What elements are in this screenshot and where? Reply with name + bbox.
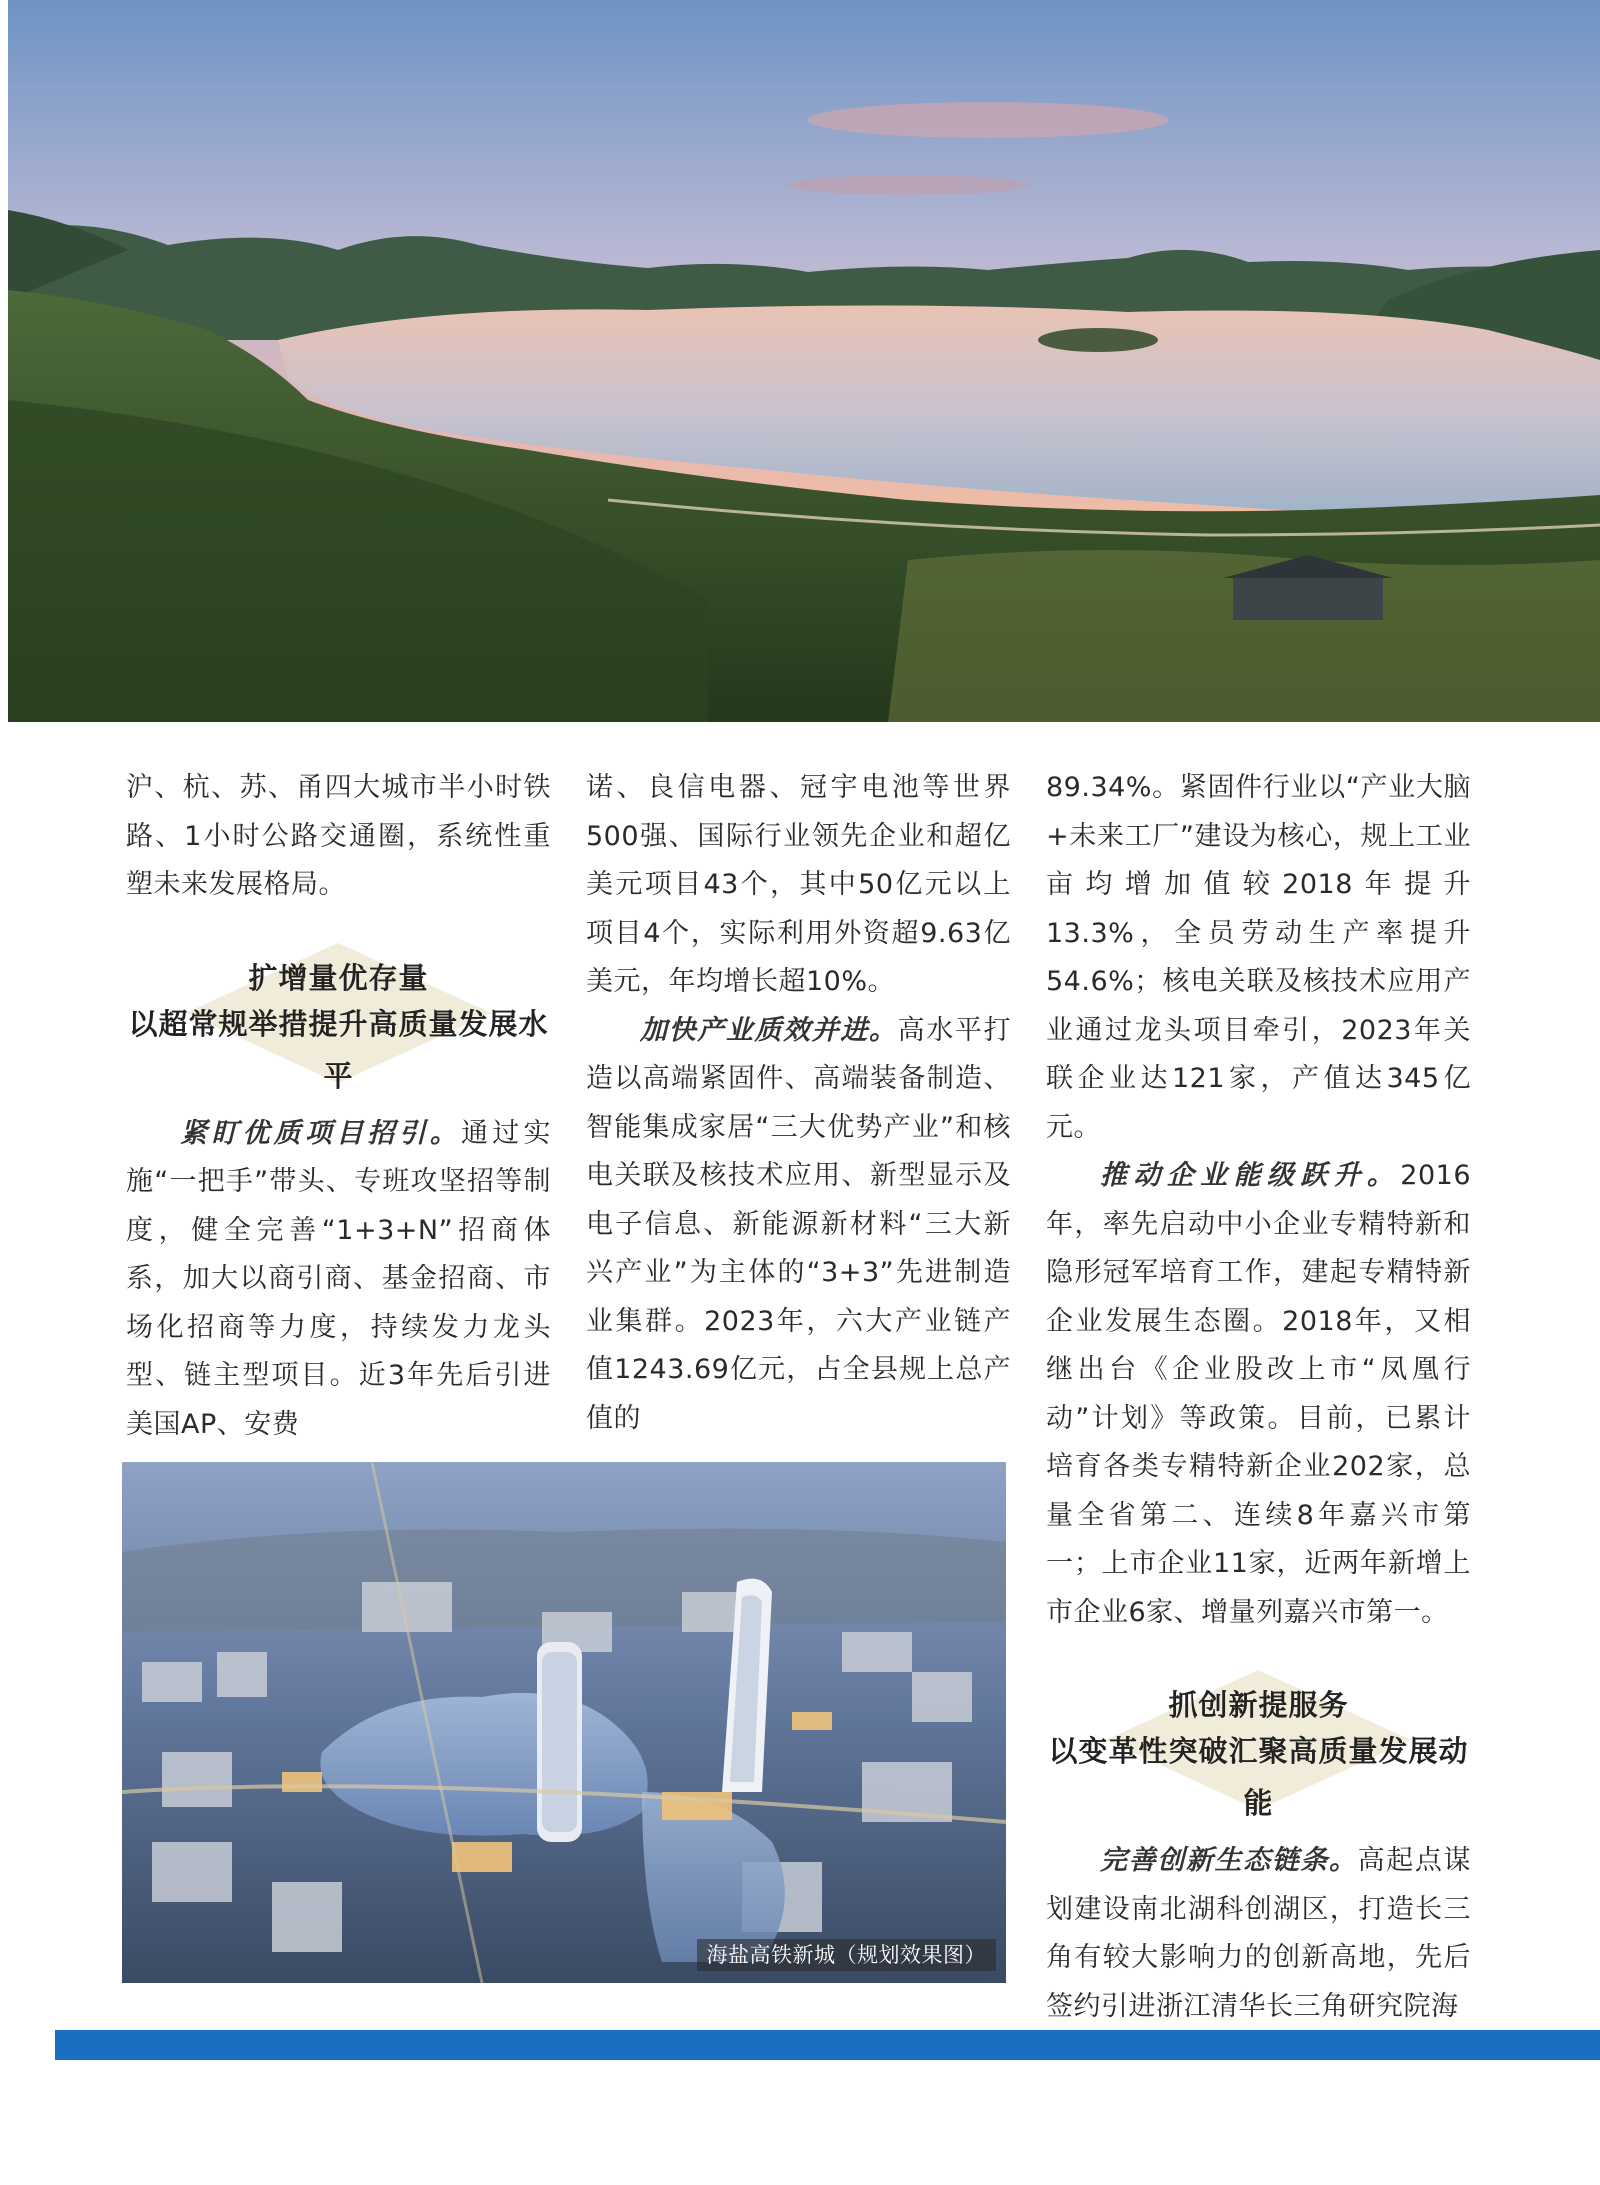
paragraph-lead: 完善创新生态链条。 xyxy=(1100,1845,1358,1876)
text-column-1 xyxy=(126,764,551,1449)
paragraph: 89.34%。紧固件行业以“产业大脑+未来工厂”建设为核心，规上工业亩均增加值较2018年提升13.3%，全员劳动生产率提升54.6%；核电关联及核技术应用产业通过龙头项目牵引，2023年关联企业达121家，产值达345亿元。 xyxy=(1046,772,1471,1143)
paragraph-body: 高起点谋划建设南北湖科创湖区，打造长三角有较大影响力的创新高地，先后签约引进浙江清华长三角研究院海 xyxy=(1046,1845,1471,2022)
paragraph-body: 2016年，率先启动中小企业专精特新和隐形冠军培育工作，建起专精特新企业发展生态圈。2018年，又相继出台《企业股改上市“凤凰行动”计划》等政策。目前，已累计培育各类专精特新企业202家，总量全省第二、连续8年嘉兴市第一；上市企业11家，近两年新增上市企业6家、增量列嘉兴市第一。 xyxy=(1046,1160,1471,1628)
paragraph-lead: 紧盯优质项目招引。 xyxy=(180,1117,462,1149)
bottom-accent-bar xyxy=(55,2030,1600,2060)
image-caption: 海盐高铁新城（规划效果图） xyxy=(697,1939,997,1971)
paragraph xyxy=(1046,1837,1471,2031)
text-column-3 xyxy=(1046,764,1471,2031)
text-column-2 xyxy=(586,764,1011,1443)
section-heading-1 xyxy=(126,938,551,1093)
paragraph-lead: 加快产业质效并进。 xyxy=(640,1014,898,1046)
city-rendering-image xyxy=(122,1462,1006,1983)
hero-lake-photo xyxy=(8,0,1600,722)
section-subtitle: 以超常规举措提升高质量发展水平 xyxy=(128,1006,549,1093)
section-heading-2 xyxy=(1046,1665,1471,1820)
paragraph xyxy=(1046,1152,1471,1637)
paragraph-body: 通过实施“一把手”带头、专班攻坚招等制度，健全完善“1+3+N”招商体系，加大以商引商、基金招商、市场化招商等力度，持续发力龙头型、链主型项目。近3年先后引进美国AP、安费 xyxy=(126,1117,552,1440)
section-title: 抓创新提服务 xyxy=(1168,1688,1349,1722)
paragraph: 沪、杭、苏、甬四大城市半小时铁路、1小时公路交通圈，系统性重塑未来发展格局。 xyxy=(126,772,551,900)
section-title: 扩增量优存量 xyxy=(248,960,429,995)
paragraph xyxy=(586,1007,1011,1444)
paragraph-body: 高水平打造以高端紧固件、高端装备制造、智能集成家居“三大优势产业”和核电关联及核技术应用、新型显示及电子信息、新能源新材料“三大新兴产业”为主体的“3+3”先进制造业集群。2023年，六大产业链产值1243.69亿元，占全县规上总产值的 xyxy=(586,1014,1011,1434)
section-subtitle: 以变革性突破汇聚高质量发展动能 xyxy=(1048,1734,1469,1820)
paragraph xyxy=(126,1110,551,1450)
paragraph-lead: 推动企业能级跃升。 xyxy=(1100,1160,1401,1191)
paragraph: 诺、良信电器、冠宇电池等世界500强、国际行业领先企业和超亿美元项目43个，其中50亿元以上项目4个，实际利用外资超9.63亿美元，年均增长超10%。 xyxy=(586,772,1011,997)
